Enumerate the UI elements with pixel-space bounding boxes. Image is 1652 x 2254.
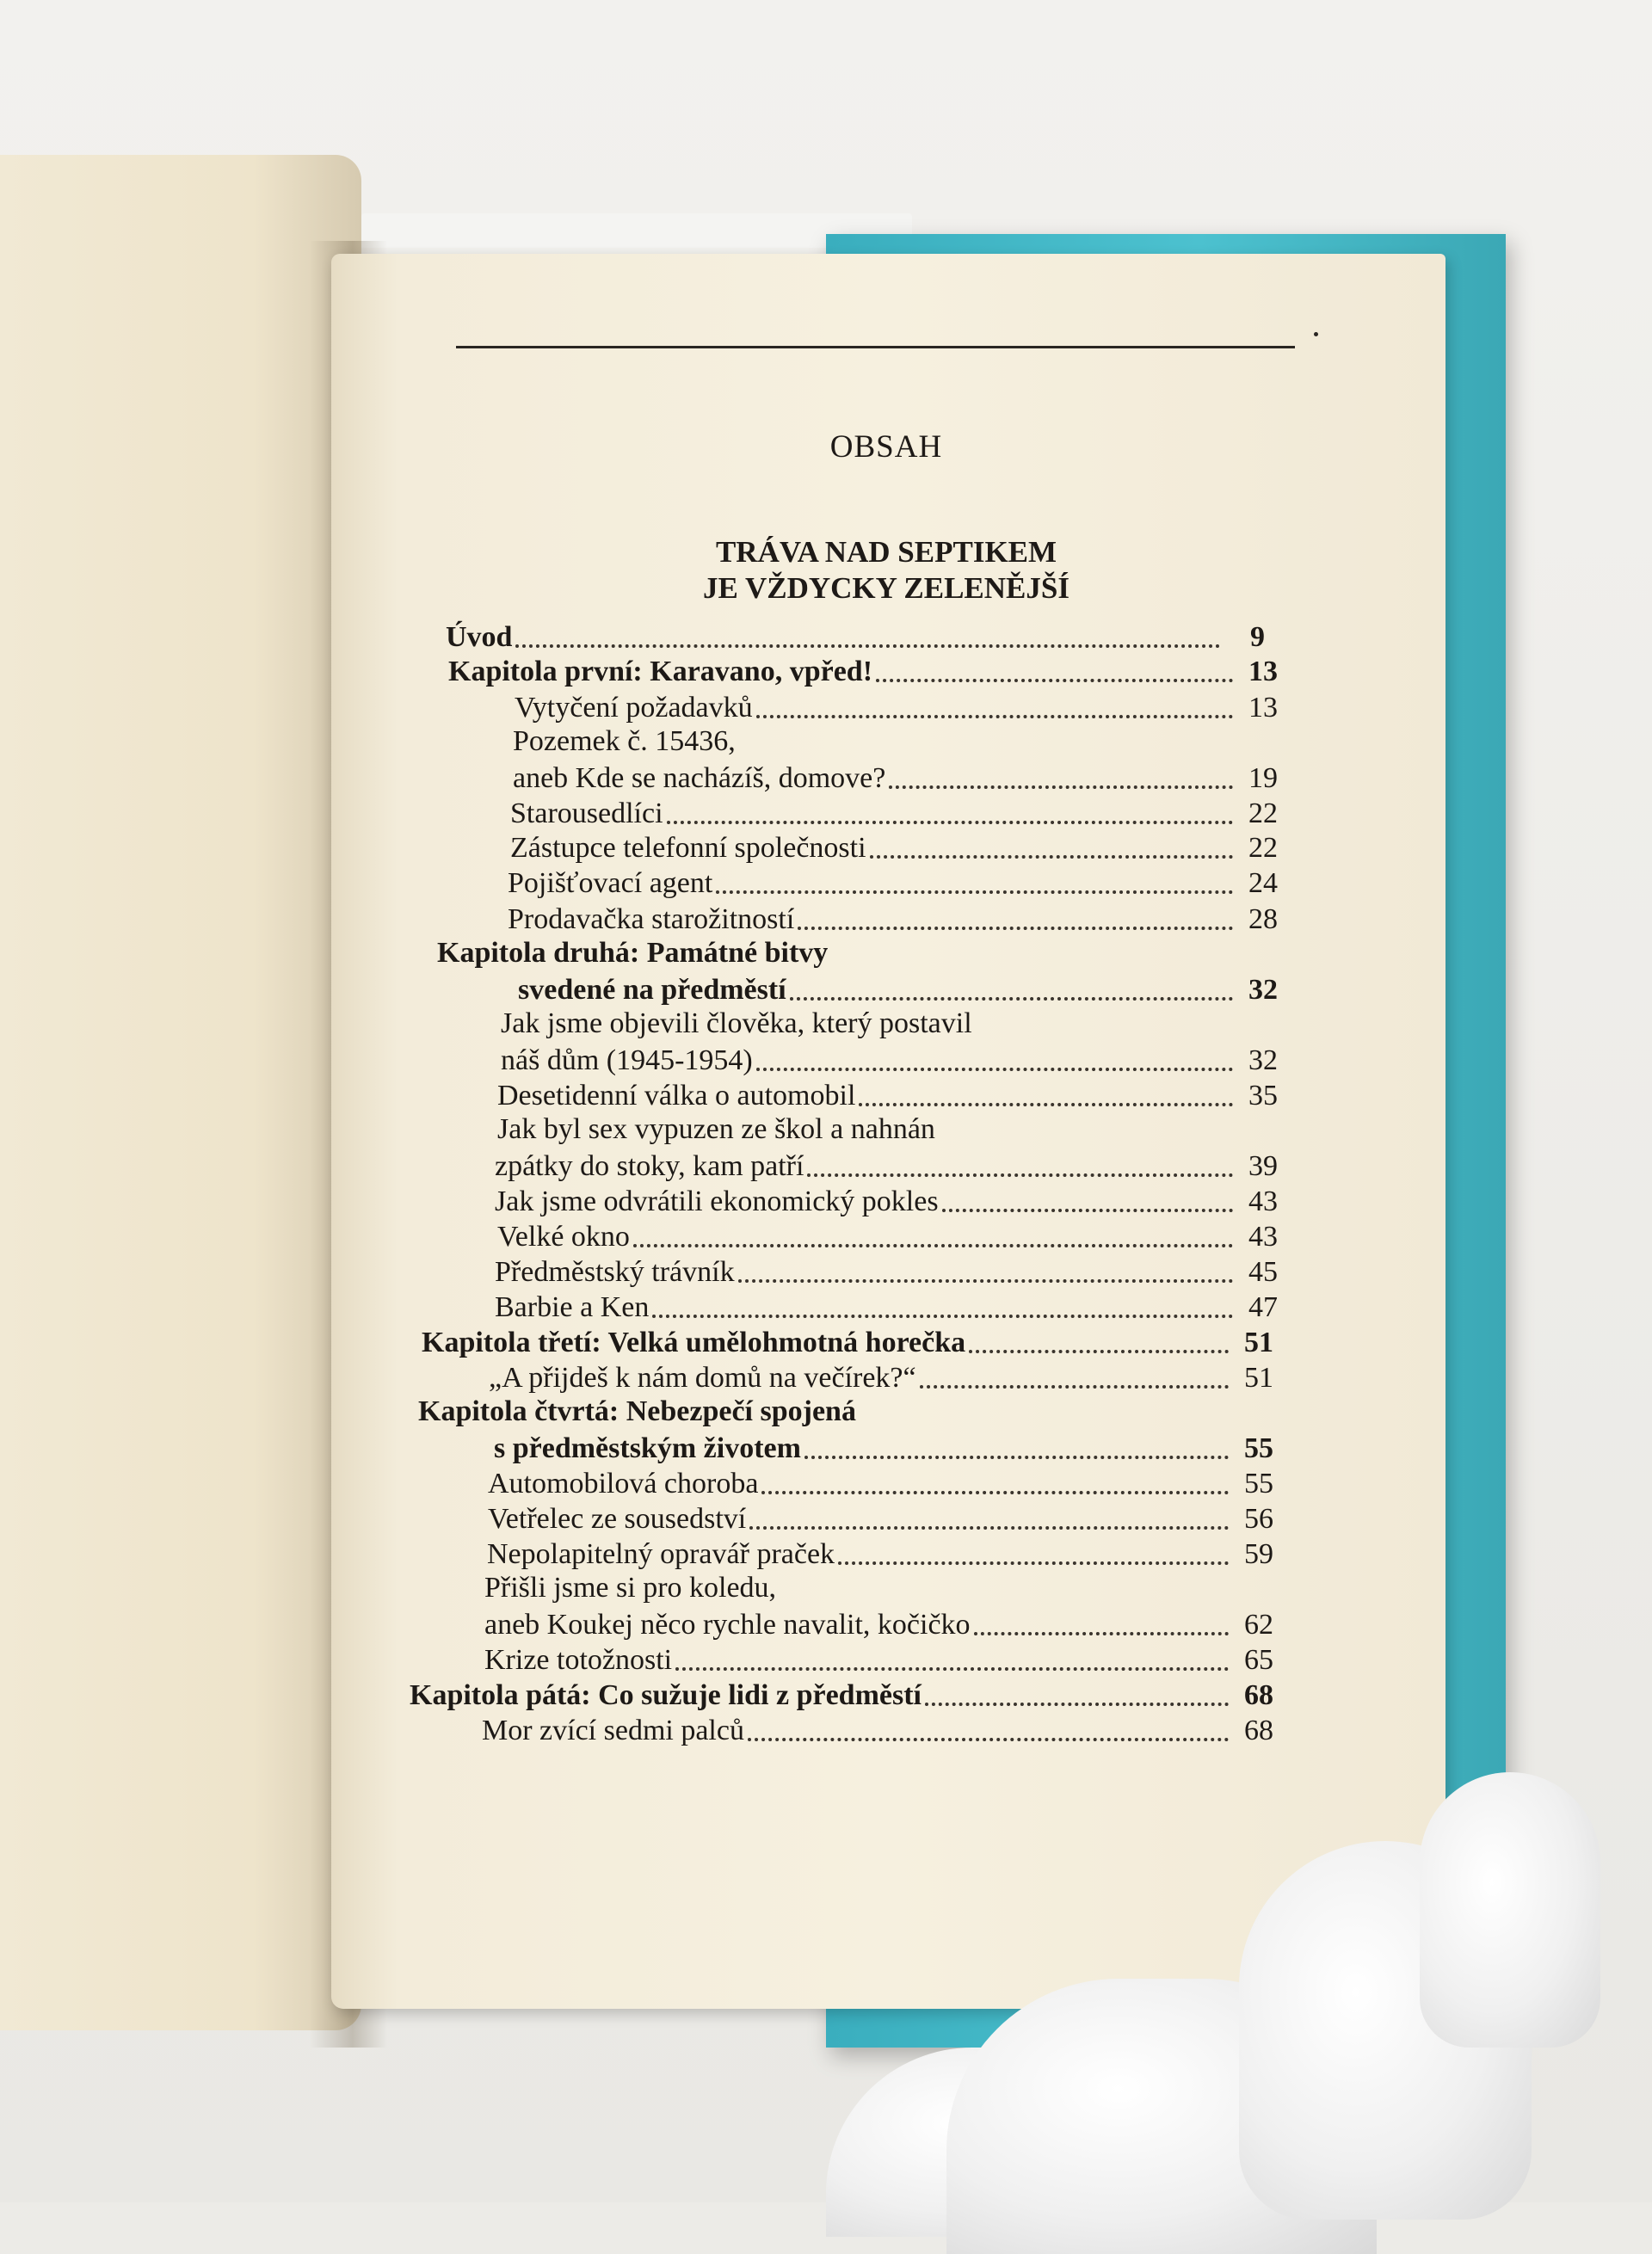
toc-entry-title: Předměstský trávník bbox=[495, 1256, 735, 1288]
toc-entry-page-number: 62 bbox=[1244, 1609, 1273, 1641]
toc-dot-leader bbox=[798, 927, 1233, 930]
toc-entry-title: „A přijdeš k nám domů na večírek?“ bbox=[489, 1362, 916, 1394]
book-title-line-1: TRÁVA NAD SEPTIKEM bbox=[715, 535, 1057, 569]
toc-entry bbox=[422, 1325, 1273, 1359]
toc-entry-page-number: 55 bbox=[1244, 1468, 1273, 1500]
toc-entry-page-number: 32 bbox=[1248, 1044, 1278, 1076]
toc-entry bbox=[495, 1184, 1278, 1218]
toc-entry bbox=[510, 796, 1278, 830]
header-rule bbox=[456, 346, 1295, 348]
toc-dot-leader bbox=[749, 1526, 1229, 1530]
toc-entry bbox=[410, 1678, 1273, 1712]
toc-entry-title: s předměstským životem bbox=[494, 1432, 801, 1464]
toc-dot-leader bbox=[889, 785, 1233, 789]
toc-entry-title: Kapitola pátá: Co sužuje lidi z předměstí bbox=[410, 1679, 922, 1711]
toc-entry-page-number: 51 bbox=[1244, 1362, 1273, 1394]
toc-entry-page-number: 55 bbox=[1244, 1432, 1273, 1464]
toc-dot-leader bbox=[761, 1491, 1229, 1494]
toc-entry-page-number: 35 bbox=[1248, 1080, 1278, 1112]
toc-dot-leader bbox=[756, 715, 1233, 718]
toc-entry-title: Vetřelec ze sousedství bbox=[488, 1503, 747, 1535]
toc-entry-title: Barbie a Ken bbox=[495, 1291, 650, 1323]
toc-entry bbox=[484, 1642, 1273, 1677]
toc-dot-leader bbox=[876, 679, 1233, 682]
toc-entry-page-number: 13 bbox=[1248, 692, 1278, 724]
toc-dot-leader bbox=[969, 1350, 1229, 1353]
toc-dot-leader bbox=[925, 1703, 1229, 1706]
toc-entry-page-number: 43 bbox=[1248, 1186, 1278, 1217]
toc-dot-leader bbox=[870, 855, 1233, 859]
toc-dot-leader bbox=[974, 1632, 1229, 1635]
toc-dot-leader bbox=[807, 1173, 1233, 1177]
toc-entry-page-number: 13 bbox=[1248, 656, 1278, 687]
toc-entry bbox=[497, 1078, 1278, 1112]
toc-entry-page-number: 9 bbox=[1250, 621, 1265, 653]
toc-entry-page-number: 43 bbox=[1248, 1221, 1278, 1253]
toc-entry-title: aneb Koukej něco rychle navalit, kočičko bbox=[484, 1609, 971, 1641]
toc-entry bbox=[501, 1043, 1278, 1077]
toc-dot-leader bbox=[790, 997, 1233, 1001]
toc-entry-title: aneb Kde se nacházíš, domove? bbox=[513, 762, 886, 794]
toc-dot-leader bbox=[716, 890, 1233, 894]
toc-dot-leader bbox=[652, 1315, 1233, 1318]
toc-entry bbox=[487, 1537, 1273, 1571]
toc-entry bbox=[484, 1607, 1273, 1641]
toc-entry bbox=[508, 902, 1278, 936]
toc-entry bbox=[488, 1466, 1273, 1500]
toc-entry bbox=[489, 1360, 1273, 1395]
toc-dot-leader bbox=[838, 1561, 1229, 1565]
toc-dot-leader bbox=[738, 1279, 1233, 1283]
header-rule-dot bbox=[1314, 332, 1318, 336]
toc-entry-title: Pojišťovací agent bbox=[508, 867, 713, 899]
toc-dot-leader bbox=[515, 644, 1220, 648]
toc-entry-title: Úvod bbox=[446, 621, 513, 653]
toc-entry-page-number: 19 bbox=[1248, 762, 1278, 794]
toc-entry-page-number: 59 bbox=[1244, 1538, 1273, 1570]
toc-entry-title: Kapitola třetí: Velká umělohmotná horečka bbox=[422, 1327, 966, 1358]
toc-entry-title: náš dům (1945-1954) bbox=[501, 1044, 753, 1076]
toc-entry-page-number: 22 bbox=[1248, 832, 1278, 864]
toc-entry-title: svedené na předměstí bbox=[518, 974, 786, 1006]
toc-entry bbox=[495, 1290, 1278, 1324]
toc-entry bbox=[508, 865, 1278, 900]
toc-dot-leader bbox=[920, 1385, 1229, 1389]
toc-entry-title: Automobilová choroba bbox=[488, 1468, 759, 1500]
toc-entry bbox=[494, 1431, 1273, 1465]
toc-entry bbox=[446, 619, 1265, 654]
toc-entry-title: Kapitola první: Karavano, vpřed! bbox=[448, 656, 873, 687]
toc-entry-page-number: 56 bbox=[1244, 1503, 1273, 1535]
toc-entry-page-number: 24 bbox=[1248, 867, 1278, 899]
toc-entry bbox=[495, 1254, 1278, 1289]
toc-entry-title: Jak jsme objevili člověka, který postavil bbox=[501, 1007, 972, 1039]
toc-entry-page-number: 45 bbox=[1248, 1256, 1278, 1288]
toc-entry-title: Přišli jsme si pro koledu, bbox=[484, 1572, 777, 1604]
toc-entry-page-number: 68 bbox=[1244, 1715, 1273, 1746]
toc-entry-page-number: 22 bbox=[1248, 798, 1278, 829]
toc-dot-leader bbox=[942, 1209, 1233, 1212]
toc-entry-title: Vytyčení požadavků bbox=[515, 692, 753, 724]
toc-entry bbox=[482, 1713, 1273, 1747]
toc-dot-leader bbox=[675, 1667, 1229, 1671]
toc-dot-leader bbox=[667, 821, 1233, 824]
toc-entry-title: Krize totožnosti bbox=[484, 1644, 673, 1676]
toc-entry-title: Kapitola druhá: Památné bitvy bbox=[437, 937, 829, 969]
toc-entry-title: zpátky do stoky, kam patří bbox=[495, 1150, 804, 1182]
toc-entry bbox=[448, 654, 1278, 688]
glove-thumb bbox=[1420, 1772, 1600, 2048]
toc-entry-title: Mor zvící sedmi palců bbox=[482, 1715, 744, 1746]
toc-entry-title: Nepolapitelný opravář praček bbox=[487, 1538, 835, 1570]
toc-dot-leader bbox=[633, 1244, 1233, 1247]
toc-entry-page-number: 32 bbox=[1248, 974, 1278, 1006]
toc-entry bbox=[518, 972, 1278, 1007]
toc-entry bbox=[513, 761, 1278, 795]
toc-entry-page-number: 47 bbox=[1248, 1291, 1278, 1323]
toc-entry-page-number: 51 bbox=[1244, 1327, 1273, 1358]
toc-entry-title: Starousedlíci bbox=[510, 798, 663, 829]
toc-entry-title: Zástupce telefonní společnosti bbox=[510, 832, 866, 864]
toc-entry-page-number: 68 bbox=[1244, 1679, 1273, 1711]
toc-entry-page-number: 39 bbox=[1248, 1150, 1278, 1182]
book-title-line-2: JE VŽDYCKY ZELENĚJŠÍ bbox=[703, 571, 1069, 605]
toc-dot-leader bbox=[859, 1103, 1233, 1106]
toc-dot-leader bbox=[748, 1738, 1229, 1741]
toc-entry-title: Pozemek č. 15436, bbox=[513, 725, 736, 757]
toc-entry bbox=[515, 690, 1278, 724]
toc-dot-leader bbox=[804, 1456, 1229, 1459]
toc-entry-title: Kapitola čtvrtá: Nebezpečí spojená bbox=[418, 1395, 856, 1427]
toc-entry-title: Velké okno bbox=[497, 1221, 630, 1253]
toc-entry-title: Prodavačka starožitností bbox=[508, 903, 795, 935]
toc-entry bbox=[510, 830, 1278, 865]
toc-dot-leader bbox=[756, 1068, 1233, 1071]
toc-entry-page-number: 28 bbox=[1248, 903, 1278, 935]
toc-entry-page-number: 65 bbox=[1244, 1644, 1273, 1676]
toc-entry bbox=[497, 1219, 1278, 1253]
toc-entry-title: Jak jsme odvrátili ekonomický pokles bbox=[495, 1186, 939, 1217]
page-title: OBSAH bbox=[829, 429, 943, 465]
toc-entry bbox=[495, 1149, 1278, 1183]
toc-entry-title: Desetidenní válka o automobil bbox=[497, 1080, 856, 1112]
toc-entry bbox=[488, 1501, 1273, 1536]
toc-entry-title: Jak byl sex vypuzen ze škol a nahnán bbox=[497, 1113, 935, 1145]
